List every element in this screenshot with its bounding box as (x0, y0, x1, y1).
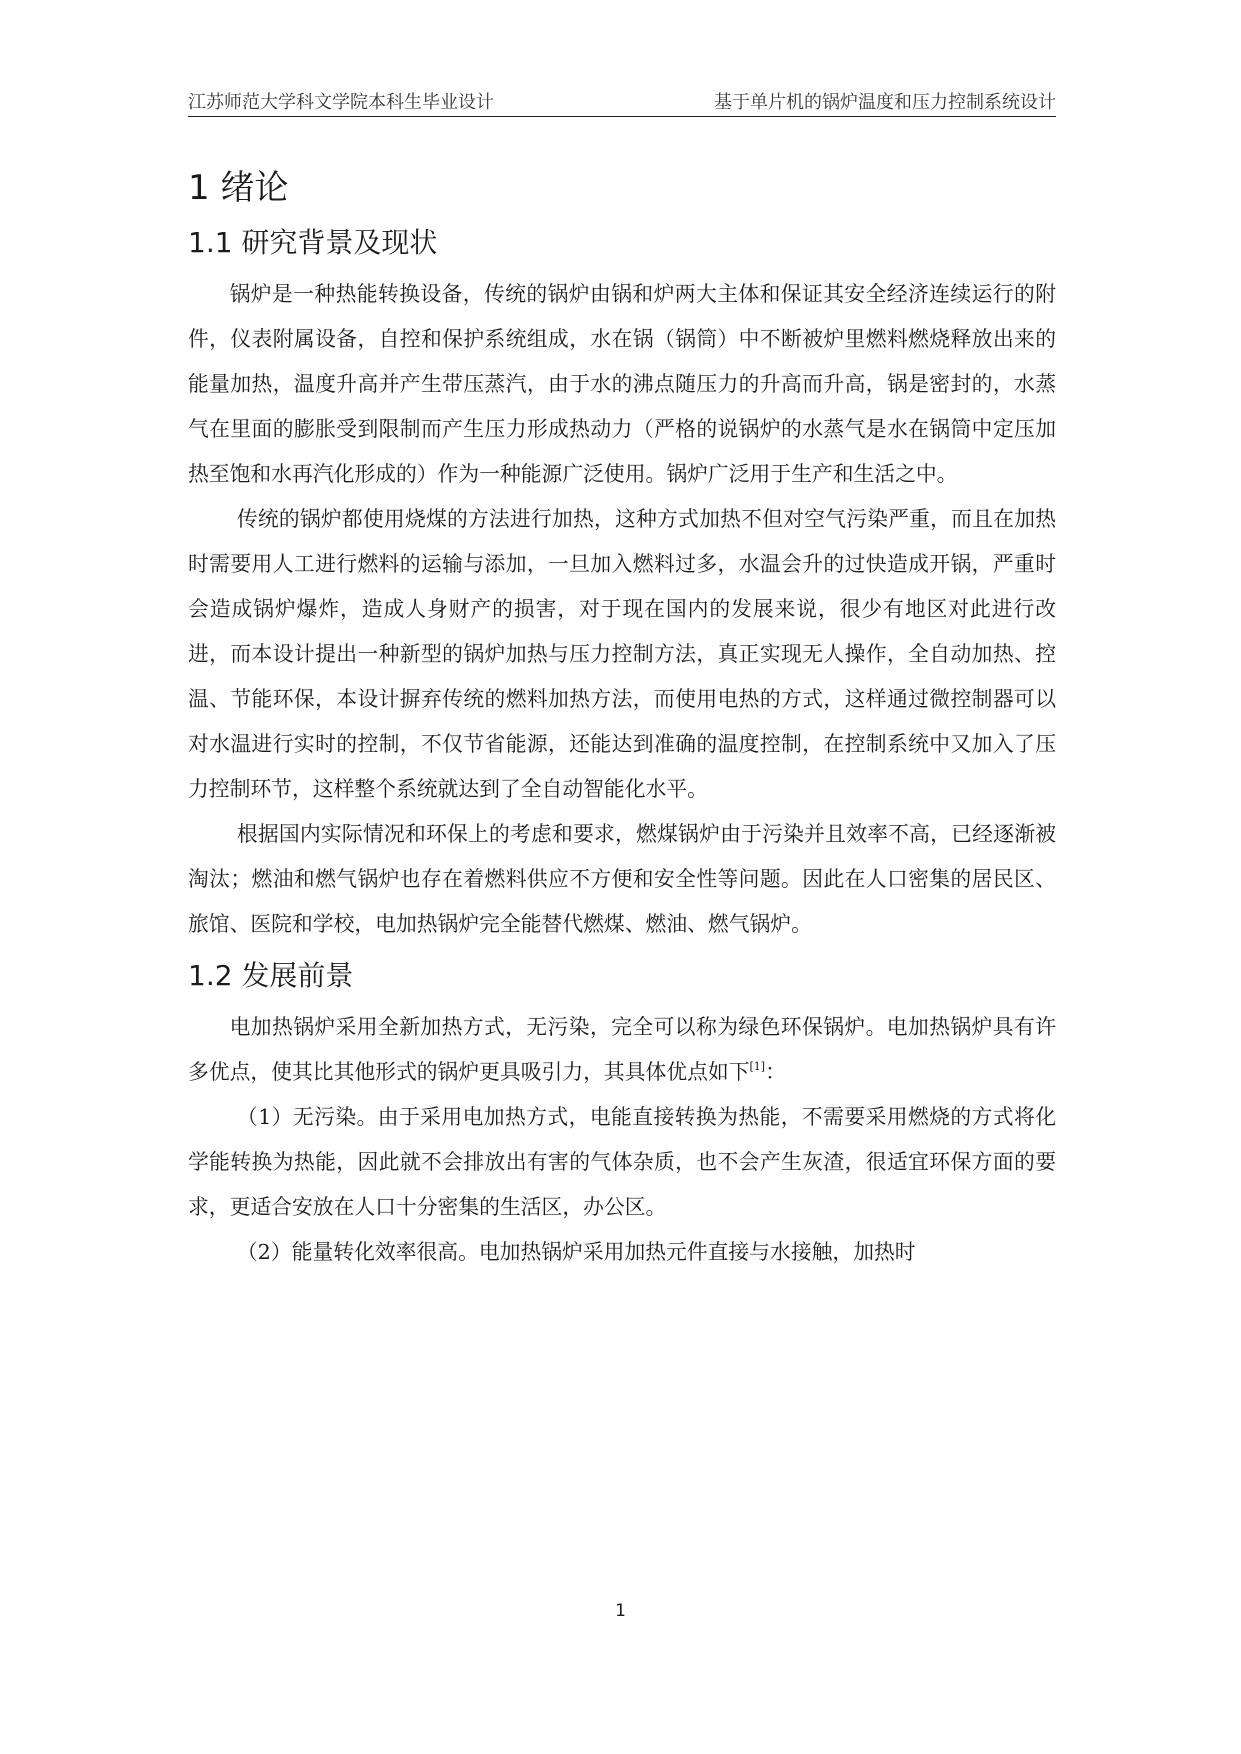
citation-marker: [1] (749, 1060, 766, 1073)
page-number: 1 (615, 1601, 626, 1621)
list-item-paragraph: （1）无污染。由于采用电加热方式，电能直接转换为热能，不需要采用燃烧的方式将化学能转换为热能，因此就不会排放出有害的气体杂质，也不会产生灰渣，很适宜环保方面的要求，更适合安放在人口十分密集的生活区，办公区。 (188, 1105, 1056, 1219)
paragraph-text-end: ： (765, 1060, 786, 1084)
paragraph: 传统的锅炉都使用烧煤的方法进行加热，这种方式加热不但对空气污染严重，而且在加热时需要用人工进行燃料的运输与添加，一旦加入燃料过多，水温会升的过快造成开锅，严重时会造成锅炉爆炸，造成人身财产的损害，对于现在国内的发展来说，很少有地区对此进行改进，而本设计提出一种新型的锅炉加热与压力控制方法，真正实现无人操作，全自动加热、控温、节能环保，本设计摒弃传统的燃料加热方法，而使用电热的方式，这样通过微控制器可以对水温进行实时的控制，不仅节省能源，还能达到准确的温度控制，在控制系统中又加入了压力控制环节，这样整个系统就达到了全自动智能化水平。 (188, 507, 1056, 801)
paragraph: 锅炉是一种热能转换设备，传统的锅炉由锅和炉两大主体和保证其安全经济连续运行的附件，仪表附属设备，自控和保护系统组成，水在锅（锅筒）中不断被炉里燃料燃烧释放出来的能量加热，温度升高并产生带压蒸汽，由于水的沸点随压力的升高而升高，锅是密封的，水蒸气在里面的膨胀受到限制而产生压力形成热动力（严格的说锅炉的水蒸气是水在锅筒中定压加热至饱和水再汽化形成的）作为一种能源广泛使用。锅炉广泛用于生产和生活之中。 (188, 282, 1056, 486)
running-header (188, 84, 1056, 117)
section-title-1-1: 1.1 研究背景及现状 (188, 226, 438, 259)
body-content (188, 150, 1056, 1275)
paragraph-text: 电加热锅炉采用全新加热方式，无污染，完全可以称为绿色环保锅炉。电加热锅炉具有许多优点，使其比其他形式的锅炉更具吸引力，其具体优点如下 (188, 1015, 1056, 1084)
chapter-title: 1 绪论 (188, 168, 289, 208)
header-thesis-title: 基于单片机的锅炉温度和压力控制系统设计 (714, 92, 1056, 113)
section-title-1-2: 1.2 发展前景 (188, 959, 354, 992)
list-item-paragraph: （2）能量转化效率很高。电加热锅炉采用加热元件直接与水接触，加热时 (236, 1240, 916, 1264)
paragraph: 根据国内实际情况和环保上的考虑和要求，燃煤锅炉由于污染并且效率不高，已经逐渐被淘汰；燃油和燃气锅炉也存在着燃料供应不方便和安全性等问题。因此在人口密集的居民区、旅馆、医院和学校，电加热锅炉完全能替代燃煤、燃油、燃气锅炉。 (188, 822, 1056, 936)
header-university: 江苏师范大学科文学院本科生毕业设计 (188, 92, 494, 113)
paragraph (188, 1005, 1056, 1095)
